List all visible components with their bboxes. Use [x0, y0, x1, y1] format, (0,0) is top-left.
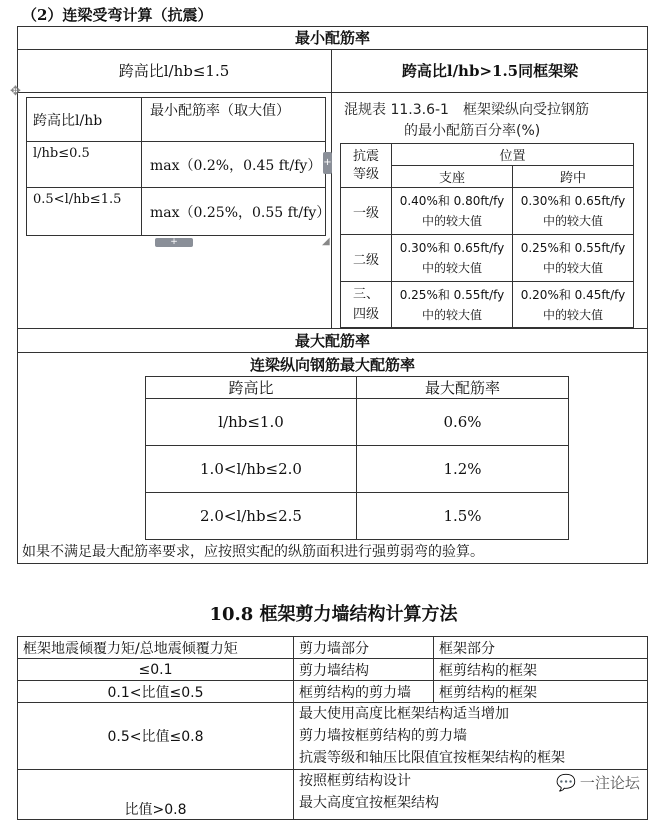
- table-row: [18, 681, 648, 703]
- max-ratio-header: 最大配筋率: [294, 332, 370, 350]
- midspan-suffix: 中的较大值: [542, 214, 603, 228]
- rate-cell: 1.2%: [357, 446, 569, 493]
- span-cell: 1.0<l/hb≤2.0: [146, 446, 357, 493]
- right-caption-line2: 的最小配筋百分率(%): [404, 123, 541, 139]
- left-col1-header: 跨高比l/hb: [27, 98, 142, 142]
- support-cell: [392, 235, 513, 282]
- table-row: [341, 282, 634, 328]
- grade-line1: 三、: [352, 286, 379, 302]
- span-cell: 2.0<l/hb≤2.5: [146, 493, 357, 540]
- support-value: 0.30%和 0.65ft/fy: [399, 241, 505, 255]
- position-header: 位置: [392, 144, 634, 166]
- right-min-table: [340, 143, 634, 328]
- right-header: 跨高比l/hb>1.5同框架梁: [401, 62, 579, 80]
- table-row: [146, 446, 569, 493]
- midspan-cell: [513, 282, 634, 328]
- midspan-suffix: 中的较大值: [542, 261, 603, 275]
- add-column-handle[interactable]: +: [323, 152, 332, 174]
- table-row: [146, 493, 569, 540]
- grade-header-line1: 抗震: [352, 148, 379, 164]
- wall-cell: 剪力墙结构: [294, 659, 434, 681]
- move-handle-icon[interactable]: ✥: [10, 84, 21, 99]
- grade-line2: 四级: [352, 306, 379, 322]
- divider: [17, 352, 648, 353]
- watermark: [552, 772, 644, 793]
- midspan-cell: [513, 188, 634, 235]
- ratio-cell: 0.5<比值≤0.8: [18, 703, 294, 770]
- ratio-cell: ≤0.1: [18, 659, 294, 681]
- support-cell: [392, 282, 513, 328]
- midspan-cell: [513, 235, 634, 282]
- midspan-value: 0.20%和 0.45ft/fy: [520, 287, 626, 302]
- table-row: [18, 659, 648, 681]
- header-frame: 框架部分: [434, 637, 648, 659]
- support-header: 支座: [392, 166, 513, 188]
- note-line: 最大高度宜按框架结构: [299, 795, 439, 811]
- max-ratio-note: 如果不满足最大配筋率要求，应按照实配的纵筋面积进行强剪弱弯的验算。: [22, 544, 484, 560]
- rate-cell: max（0.25%，0.55 ft/fy）: [142, 188, 326, 236]
- row-divider: [17, 92, 648, 93]
- resize-handle-icon[interactable]: ◢: [322, 236, 330, 247]
- grade-header: [341, 144, 392, 188]
- table-row: [341, 235, 634, 282]
- section-title: 10.8 框架剪力墙结构计算方法: [209, 604, 458, 625]
- rate-cell: 0.6%: [357, 399, 569, 446]
- note-line: 剪力墙按框剪结构的剪力墙: [299, 728, 467, 744]
- support-cell: [392, 188, 513, 235]
- note-line: 抗震等级和轴压比限值宜按框架结构的框架: [299, 750, 565, 766]
- note-line: 按照框剪结构设计: [299, 773, 411, 789]
- grade-cell: 二级: [341, 235, 392, 282]
- left-col2-header: 最小配筋率（取大值）: [142, 98, 326, 142]
- midspan-suffix: 中的较大值: [542, 307, 603, 322]
- grade-cell: 一级: [341, 188, 392, 235]
- note-line: 最大使用高度比框架结构适当增加: [299, 706, 509, 722]
- support-value: 0.40%和 0.80ft/fy: [399, 194, 505, 208]
- midspan-value: 0.30%和 0.65ft/fy: [520, 194, 626, 208]
- left-header: 跨高比l/hb≤1.5: [118, 62, 230, 80]
- chat-bubble-icon: 💬: [556, 773, 576, 792]
- section-heading: （2）连梁受弯计算（抗震）: [22, 6, 213, 24]
- max-col2-header: 最大配筋率: [357, 377, 569, 399]
- right-caption-line1: 混规表 11.3.6-1 框架梁纵向受拉钢筋: [344, 102, 589, 118]
- table-row: [146, 399, 569, 446]
- rate-cell: max（0.2%，0.45 ft/fy）: [142, 142, 326, 188]
- support-suffix: 中的较大值: [421, 214, 482, 228]
- notes-cell: [294, 703, 648, 770]
- midspan-header: 跨中: [513, 166, 634, 188]
- add-row-handle[interactable]: +: [155, 238, 193, 247]
- support-value: 0.25%和 0.55ft/fy: [399, 287, 505, 302]
- span-cell: l/hb≤0.5: [27, 142, 142, 188]
- divider: [17, 328, 648, 329]
- table-row: [18, 703, 648, 770]
- max-ratio-subheader: 连梁纵向钢筋最大配筋率: [249, 356, 415, 374]
- span-cell: 0.5<l/hb≤1.5: [27, 188, 142, 236]
- max-col1-header: 跨高比: [146, 377, 357, 399]
- wall-cell: 框剪结构的剪力墙: [294, 681, 434, 703]
- grade-header-line2: 等级: [352, 166, 379, 182]
- header-wall: 剪力墙部分: [294, 637, 434, 659]
- frame-cell: 框剪结构的框架: [434, 681, 648, 703]
- ratio-cell: 比值>0.8: [18, 770, 294, 820]
- table-row: [341, 188, 634, 235]
- header-ratio: 框架地震倾覆力矩/总地震倾覆力矩: [18, 637, 294, 659]
- table-row: [27, 142, 326, 188]
- table-row: [27, 188, 326, 236]
- grade-cell: [341, 282, 392, 328]
- support-suffix: 中的较大值: [421, 261, 482, 275]
- rate-cell: 1.5%: [357, 493, 569, 540]
- frame-cell: 框剪结构的框架: [434, 659, 648, 681]
- max-ratio-table: [145, 376, 569, 540]
- watermark-text: 一注论坛: [579, 774, 640, 792]
- min-ratio-header: 最小配筋率: [17, 26, 648, 50]
- ratio-cell: 0.1<比值≤0.5: [18, 681, 294, 703]
- midspan-value: 0.25%和 0.55ft/fy: [520, 241, 626, 255]
- left-min-table: [26, 97, 331, 236]
- support-suffix: 中的较大值: [421, 307, 482, 322]
- span-cell: l/hb≤1.0: [146, 399, 357, 446]
